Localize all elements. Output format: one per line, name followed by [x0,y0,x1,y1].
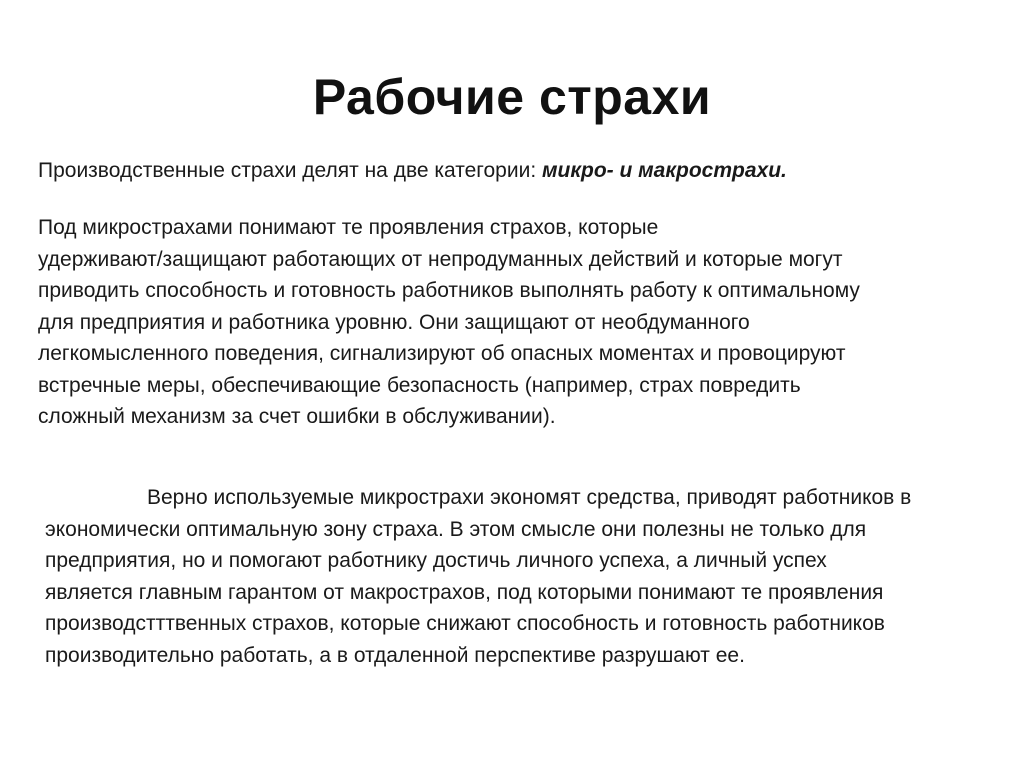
paragraph-line: экономически оптимальную зону страха. В этом смысле они полезны не только для [45,517,867,541]
micro-fears-paragraph [38,212,988,433]
paragraph-line: сложный механизм за счет ошибки в обслуживании). [38,405,556,428]
paragraph-line: для предприятия и работника уровню. Они защищают от необдуманного [38,310,750,334]
paragraph-line: является главным гарантом от макрострахов, под которыми понимают те проявления [45,580,884,604]
intro-emphasis: микро- и макрострахи. [542,159,787,182]
paragraph-line: встречные меры, обеспечивающие безопасность (например, страх повредить [38,373,801,397]
paragraph-line: легкомысленного поведения, сигнализируют об опасных моментах и провоцируют [38,342,846,365]
paragraph-line: приводить способность и готовность работников выполнять работу к оптимальному [38,279,860,302]
intro-paragraph [38,155,998,187]
paragraph-line: Под микрострахами понимают те проявления страхов, которые [38,216,659,239]
paragraph-line: Верно используемые микрострахи экономят средства, приводят работников в [147,486,912,509]
paragraph-line: производительно работать, а в отдаленной перспективе разрушают ее. [45,643,745,667]
paragraph-line: предприятия, но и помогают работнику достичь личного успеха, а личный успех [45,549,827,572]
paragraph-line: удерживают/защищают работающих от непродуманных действий и которые могут [38,247,843,271]
macro-fears-paragraph [45,482,1005,671]
slide-title: Рабочие страхи [312,69,712,125]
paragraph-line: производстттвенных страхов, которые снижают способность и готовность работников [45,612,885,635]
intro-text: Производственные страхи делят на две категории: [38,159,542,182]
